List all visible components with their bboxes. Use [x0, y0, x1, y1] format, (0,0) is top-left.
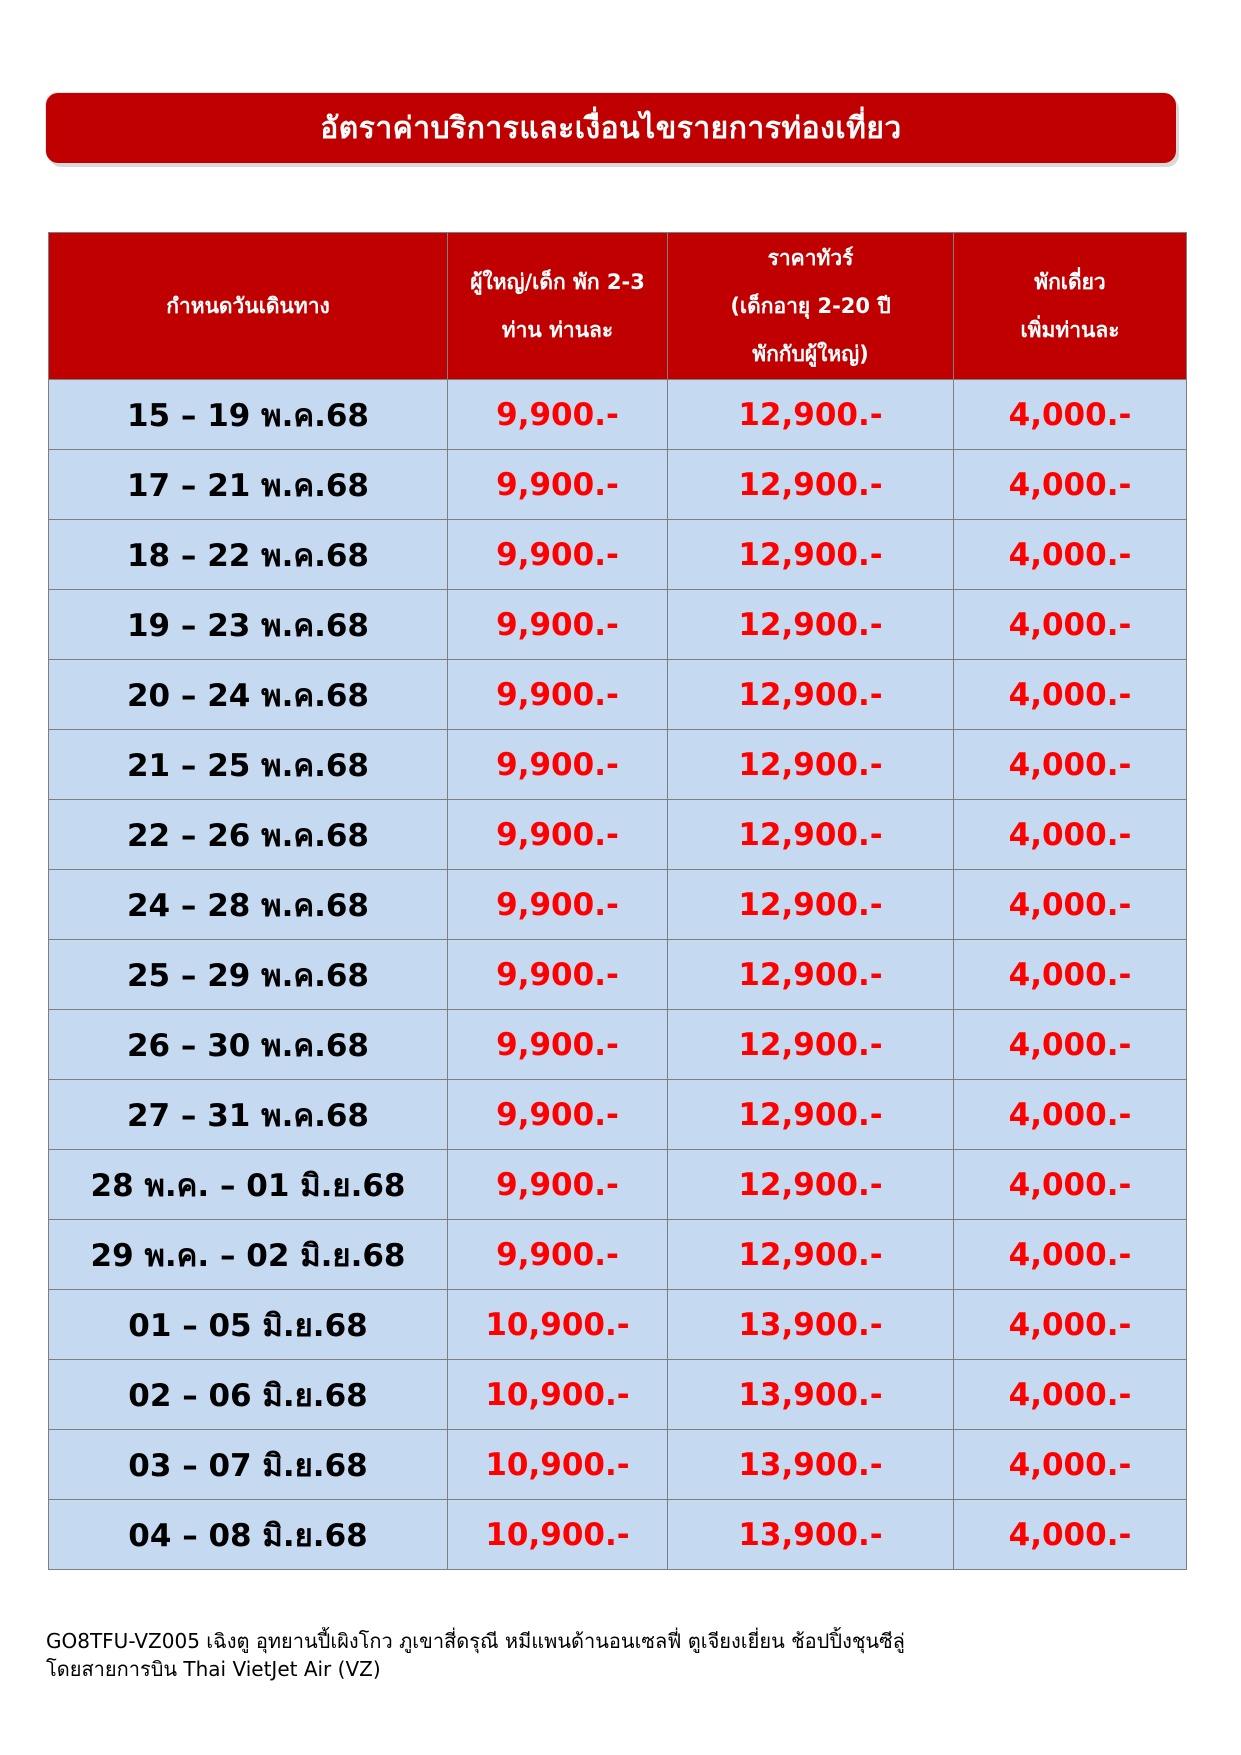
- banner-title: อัตราค่าบริการและเงื่อนไขรายการท่องเที่ยว: [320, 110, 902, 146]
- adult-price-cell: 9,900.-: [448, 1220, 668, 1290]
- single-supplement-cell: 4,000.-: [954, 520, 1187, 590]
- title-banner: [46, 93, 1176, 163]
- adult-price-cell: 9,900.-: [448, 660, 668, 730]
- table-row: [49, 1290, 1187, 1360]
- single-supplement-cell: 4,000.-: [954, 1430, 1187, 1500]
- table-row: [49, 800, 1187, 870]
- table-row: [49, 1010, 1187, 1080]
- table-row: [49, 1500, 1187, 1570]
- table-row: [49, 450, 1187, 520]
- single-supplement-cell: 4,000.-: [954, 1010, 1187, 1080]
- travel-date-cell: 28 พ.ค. – 01 มิ.ย.68: [49, 1150, 448, 1220]
- single-supplement-cell: 4,000.-: [954, 1150, 1187, 1220]
- table-row: [49, 660, 1187, 730]
- header-line: พักเดี่ยว: [1034, 270, 1106, 294]
- header-line: พักกับผู้ใหญ่): [752, 342, 869, 366]
- travel-date-cell: 24 – 28 พ.ค.68: [49, 870, 448, 940]
- header-line: ท่าน ท่านละ: [501, 318, 614, 342]
- footer-note: [46, 1627, 905, 1683]
- child-price-cell: 12,900.-: [668, 1010, 954, 1080]
- table-row: [49, 1150, 1187, 1220]
- table-row: [49, 1080, 1187, 1150]
- adult-price-cell: 9,900.-: [448, 1080, 668, 1150]
- table-row: [49, 940, 1187, 1010]
- travel-date-cell: 17 – 21 พ.ค.68: [49, 450, 448, 520]
- footer-airline-line: โดยสายการบิน Thai VietJet Air (VZ): [46, 1657, 381, 1681]
- single-supplement-cell: 4,000.-: [954, 1220, 1187, 1290]
- adult-price-cell: 10,900.-: [448, 1290, 668, 1360]
- travel-date-cell: 29 พ.ค. – 02 มิ.ย.68: [49, 1220, 448, 1290]
- adult-price-cell: 10,900.-: [448, 1360, 668, 1430]
- single-supplement-cell: 4,000.-: [954, 940, 1187, 1010]
- child-price-cell: 13,900.-: [668, 1290, 954, 1360]
- table-row: [49, 380, 1187, 450]
- travel-date-cell: 19 – 23 พ.ค.68: [49, 590, 448, 660]
- adult-price-cell: 9,900.-: [448, 380, 668, 450]
- table-body: [49, 380, 1187, 1570]
- adult-price-cell: 10,900.-: [448, 1500, 668, 1570]
- adult-price-cell: 9,900.-: [448, 870, 668, 940]
- travel-date-cell: 25 – 29 พ.ค.68: [49, 940, 448, 1010]
- travel-date-cell: 04 – 08 มิ.ย.68: [49, 1500, 448, 1570]
- child-price-cell: 12,900.-: [668, 800, 954, 870]
- single-supplement-cell: 4,000.-: [954, 1360, 1187, 1430]
- child-price-cell: 12,900.-: [668, 730, 954, 800]
- single-supplement-cell: 4,000.-: [954, 660, 1187, 730]
- travel-date-cell: 20 – 24 พ.ค.68: [49, 660, 448, 730]
- child-price-cell: 12,900.-: [668, 1080, 954, 1150]
- single-supplement-cell: 4,000.-: [954, 1500, 1187, 1570]
- child-price-cell: 12,900.-: [668, 520, 954, 590]
- single-supplement-cell: 4,000.-: [954, 800, 1187, 870]
- header-line: (เด็กอายุ 2-20 ปี: [730, 294, 891, 318]
- adult-price-cell: 9,900.-: [448, 520, 668, 590]
- table-row: [49, 520, 1187, 590]
- child-price-cell: 12,900.-: [668, 1220, 954, 1290]
- header-single-supplement: [954, 233, 1187, 380]
- adult-price-cell: 9,900.-: [448, 1010, 668, 1080]
- travel-date-cell: 03 – 07 มิ.ย.68: [49, 1430, 448, 1500]
- travel-date-cell: 21 – 25 พ.ค.68: [49, 730, 448, 800]
- adult-price-cell: 9,900.-: [448, 800, 668, 870]
- table-row: [49, 1430, 1187, 1500]
- travel-date-cell: 22 – 26 พ.ค.68: [49, 800, 448, 870]
- header-adult-price: [448, 233, 668, 380]
- child-price-cell: 12,900.-: [668, 590, 954, 660]
- child-price-cell: 12,900.-: [668, 940, 954, 1010]
- single-supplement-cell: 4,000.-: [954, 1290, 1187, 1360]
- adult-price-cell: 9,900.-: [448, 940, 668, 1010]
- price-table: [48, 232, 1187, 1570]
- adult-price-cell: 9,900.-: [448, 450, 668, 520]
- child-price-cell: 13,900.-: [668, 1430, 954, 1500]
- table-row: [49, 870, 1187, 940]
- single-supplement-cell: 4,000.-: [954, 870, 1187, 940]
- child-price-cell: 12,900.-: [668, 660, 954, 730]
- travel-date-cell: 27 – 31 พ.ค.68: [49, 1080, 448, 1150]
- footer-program-line: GO8TFU-VZ005 เฉิงตู อุทยานปี้เผิงโกว ภูเขาสี่ดรุณี หมีแพนด้านอนเซลฟี่ ตูเจียงเยี่ยน ช้อปปิ้งชุนซีลู่: [46, 1629, 905, 1653]
- header-line: กำหนดวันเดินทาง: [166, 294, 330, 318]
- single-supplement-cell: 4,000.-: [954, 1080, 1187, 1150]
- adult-price-cell: 9,900.-: [448, 730, 668, 800]
- travel-date-cell: 26 – 30 พ.ค.68: [49, 1010, 448, 1080]
- header-line: ผู้ใหญ่/เด็ก พัก 2-3: [470, 270, 645, 294]
- adult-price-cell: 10,900.-: [448, 1430, 668, 1500]
- header-row: [49, 233, 1187, 380]
- header-line: ราคาทัวร์: [767, 246, 854, 270]
- table-row: [49, 590, 1187, 660]
- header-line: เพิ่มท่านละ: [1020, 318, 1120, 342]
- single-supplement-cell: 4,000.-: [954, 380, 1187, 450]
- child-price-cell: 12,900.-: [668, 450, 954, 520]
- adult-price-cell: 9,900.-: [448, 590, 668, 660]
- table-row: [49, 1360, 1187, 1430]
- child-price-cell: 13,900.-: [668, 1500, 954, 1570]
- table-row: [49, 1220, 1187, 1290]
- single-supplement-cell: 4,000.-: [954, 730, 1187, 800]
- single-supplement-cell: 4,000.-: [954, 590, 1187, 660]
- table-row: [49, 730, 1187, 800]
- travel-date-cell: 18 – 22 พ.ค.68: [49, 520, 448, 590]
- travel-date-cell: 01 – 05 มิ.ย.68: [49, 1290, 448, 1360]
- adult-price-cell: 9,900.-: [448, 1150, 668, 1220]
- child-price-cell: 12,900.-: [668, 1150, 954, 1220]
- header-child-price: [668, 233, 954, 380]
- child-price-cell: 12,900.-: [668, 380, 954, 450]
- single-supplement-cell: 4,000.-: [954, 450, 1187, 520]
- child-price-cell: 13,900.-: [668, 1360, 954, 1430]
- travel-date-cell: 15 – 19 พ.ค.68: [49, 380, 448, 450]
- travel-date-cell: 02 – 06 มิ.ย.68: [49, 1360, 448, 1430]
- child-price-cell: 12,900.-: [668, 870, 954, 940]
- header-travel-date: [49, 233, 448, 380]
